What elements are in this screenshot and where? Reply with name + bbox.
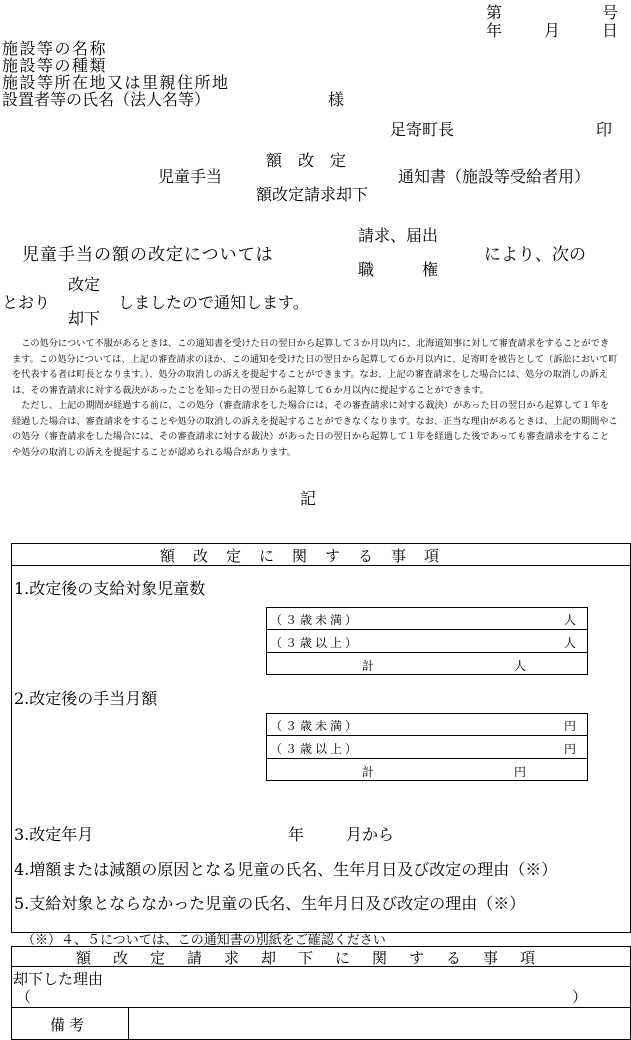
amendment-month-unit: 月から xyxy=(346,825,395,844)
intro-part2: により、次の xyxy=(484,245,586,265)
rejection-heading: 額改定請求却下に関する事項 xyxy=(76,949,558,967)
child-count-total-label: 計 xyxy=(362,659,375,673)
remarks-divider xyxy=(128,1007,129,1040)
amount-total-label: 計 xyxy=(362,765,375,779)
date-month: 月 xyxy=(544,21,561,40)
title-right: 通知書（施設等受給者用） xyxy=(398,167,591,186)
amendment-year-unit: 年 xyxy=(288,825,305,844)
facility-address-label: 施設等所在地又は里親住所地 xyxy=(2,73,230,92)
item-child-count: 1.改定後の支給対象児童数 xyxy=(14,579,206,598)
child-count-over3-label: （３歳以上） xyxy=(270,636,361,650)
monthly-amount-divider xyxy=(266,735,588,736)
issuer-name: 足寄町長 xyxy=(390,120,455,139)
intro-choice-amend: 改定 xyxy=(68,275,101,294)
operator-name-label: 設置者等の氏名（法人名等） xyxy=(2,90,211,109)
amount-under3-unit: 円 xyxy=(564,719,577,733)
child-count-total-unit: 人 xyxy=(514,659,527,673)
seal-mark: 印 xyxy=(596,120,613,139)
item-ineligible-reason: 5.支給対象とならなかった児童の氏名、生年月日及び改定の理由（※） xyxy=(14,894,526,913)
intro-choice-authority: 職 権 xyxy=(358,260,439,279)
child-count-over3-unit: 人 xyxy=(564,636,577,650)
record-marker: 記 xyxy=(300,489,317,508)
item-amendment-month: 3.改定年月 xyxy=(14,825,94,844)
child-count-under3-unit: 人 xyxy=(564,613,577,627)
honorific: 様 xyxy=(328,90,345,109)
facility-type-label: 施設等の種類 xyxy=(2,56,108,75)
child-count-divider xyxy=(266,652,588,653)
intro-part4: しましたので通知します。 xyxy=(118,293,309,312)
title-left: 児童手当 xyxy=(158,167,223,186)
rejection-paren-open: （ xyxy=(16,988,32,1006)
appeal-notice-paragraph-1: この処分について不服があるときは、この通知書を受けた日の翌日から起算して３か月以内に、北海道知事に対して審査請求をすることができます。この処分については、上記の審査請求のほか、この通知を受けた日の翌日から起算して６か月以内に、足寄町を被告として（訴訟において町を代表する者は町長となります。）、処分の取消しの訴えを提起することができます。なお、上記の審査請求をした場合には、処分の取消しの訴えは、その審査請求に対する裁決があったことを知った日の翌日から起算して６か月以内に提起することができます。 xyxy=(12,338,618,396)
amount-under3-label: （３歳未満） xyxy=(270,719,361,733)
child-count-under3-label: （３歳未満） xyxy=(270,613,361,627)
remarks-row xyxy=(11,1007,631,1040)
child-count-divider xyxy=(266,629,588,630)
rejection-reason-label: 却下した理由 xyxy=(13,970,104,988)
remarks-label: 備考 xyxy=(50,1016,89,1034)
amount-over3-label: （３歳以上） xyxy=(270,742,361,756)
amendment-heading: 額改定に関する事項 xyxy=(160,547,458,565)
intro-part3: とおり xyxy=(2,293,51,312)
number-prefix: 第 xyxy=(486,3,503,22)
title-option-amend: 額 改 定 xyxy=(266,151,347,170)
amount-over3-unit: 円 xyxy=(564,742,577,756)
intro-choice-reject: 却下 xyxy=(68,309,101,328)
intro-choice-request: 請求、届出 xyxy=(358,226,439,245)
intro-part1: 児童手当の額の改定については xyxy=(22,245,274,265)
rejection-paren-close: ） xyxy=(572,988,588,1006)
title-option-reject: 額改定請求却下 xyxy=(256,185,369,204)
date-year: 年 xyxy=(486,21,503,40)
facility-name-label: 施設等の名称 xyxy=(2,39,108,58)
appeal-notice-paragraph-2: ただし、上記の期間が経過する前に、この処分（審査請求をした場合には、その審査請求に対する裁決）があった日の翌日から起算して１年を経過した場合は、審査請求をすることや処分の取消しの訴えを提起することができなくなります。なお、正当な理由があるときは、上記の期間やこの処分（審査請求をした場合には、その審査請求に対する裁決）があった日の翌日から起算して１年を経過した後であっても審査請求をすることや処分の取消しの訴えを提起することが認められる場合があります。 xyxy=(12,400,618,458)
number-suffix: 号 xyxy=(602,3,619,22)
date-day: 日 xyxy=(602,21,619,40)
monthly-amount-divider xyxy=(266,758,588,759)
item-monthly-amount: 2.改定後の手当月額 xyxy=(14,689,158,708)
amount-total-unit: 円 xyxy=(514,765,527,779)
item-change-reason: 4.増額または減額の原因となる児童の氏名、生年月日及び改定の理由（※） xyxy=(14,860,558,879)
attachment-note: （※）４、５については、この通知書の別紙をご確認ください xyxy=(22,933,386,948)
